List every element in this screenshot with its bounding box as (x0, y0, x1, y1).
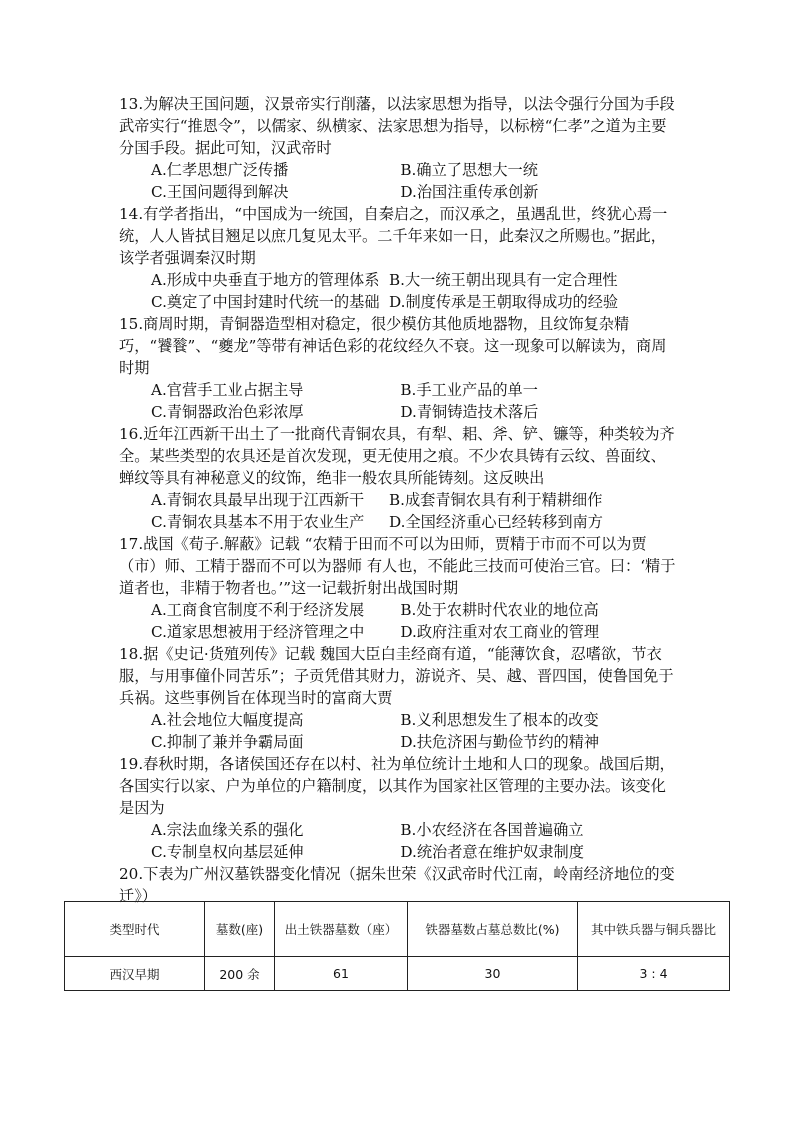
column-header: 类型时代 (65, 902, 205, 957)
option-a[interactable]: A.宗法血缘关系的强化 (151, 821, 304, 839)
column-header: 铁器墓数占墓总数比(%) (408, 902, 578, 957)
table-cell: 30 (408, 957, 578, 991)
question-stem: 20.下表为广州汉墓铁器变化情况（据朱世荣《汉武帝时代江南，岭南经济地位的变迁》） (119, 865, 675, 905)
question-19 (119, 753, 679, 863)
option-d[interactable]: D.统治者意在维护奴隶制度 (400, 843, 584, 861)
column-header: 出土铁器墓数（座） (275, 902, 408, 957)
option-c[interactable]: C.专制皇权向基层延伸 (151, 843, 304, 861)
option-b[interactable]: B.大一统王朝出现具有一定合理性 (389, 271, 618, 289)
option-c[interactable]: C.王国问题得到解决 (151, 183, 289, 201)
option-b[interactable]: B.小农经济在各国普遍确立 (400, 821, 584, 839)
table-row (65, 957, 730, 991)
question-15 (119, 313, 679, 423)
option-a[interactable]: A.青铜农具最早出现于江西新干 (151, 491, 365, 509)
option-d[interactable]: D.政府注重对农工商业的管理 (400, 623, 600, 641)
option-b[interactable]: B.手工业产品的单一 (400, 381, 538, 399)
question-stem: 19.春秋时期，各诸侯国还存在以村、社为单位统计土地和人口的现象。战国后期，各国实行以家、户为单位的户籍制度，以其作为国家社区管理的主要办法。该变化是因为 (119, 755, 675, 817)
option-list (119, 159, 679, 203)
column-header: 其中铁兵器与铜兵器比 (578, 902, 730, 957)
option-d[interactable]: D.治国注重传承创新 (400, 183, 539, 201)
option-c[interactable]: C.抑制了兼并争霸局面 (151, 733, 304, 751)
question-stem: 15.商周时期，青铜器造型相对稳定，很少模仿其他质地器物，且纹饰复杂精巧，“饕餮”、“夔龙”等带有神话色彩的花纹经久不衰。这一现象可以解读为，商周时期 (119, 315, 667, 377)
iron-ware-table (64, 901, 730, 991)
table-cell: 200 余 (205, 957, 275, 991)
option-list (119, 709, 679, 753)
option-list (119, 269, 679, 313)
option-b[interactable]: B.义利思想发生了根本的改变 (400, 711, 599, 729)
option-list (119, 599, 679, 643)
option-a[interactable]: A.社会地位大幅度提高 (151, 711, 304, 729)
question-14 (119, 203, 679, 313)
question-16 (119, 423, 679, 533)
option-list (119, 379, 679, 423)
table-header-row (65, 902, 730, 957)
table-cell: 西汉早期 (65, 957, 205, 991)
option-a[interactable]: A.形成中央垂直于地方的管理体系 (151, 271, 380, 289)
option-c[interactable]: C.青铜器政治色彩浓厚 (151, 403, 304, 421)
option-c[interactable]: C.青铜农具基本不用于农业生产 (151, 513, 365, 531)
option-d[interactable]: D.青铜铸造技术落后 (400, 403, 539, 421)
table-cell: 61 (275, 957, 408, 991)
option-d[interactable]: D.全国经济重心已经转移到南方 (389, 513, 603, 531)
option-a[interactable]: A.官营手工业占据主导 (151, 381, 304, 399)
option-a[interactable]: A.仁孝思想广泛传播 (151, 161, 289, 179)
question-13 (119, 93, 679, 203)
option-list (119, 489, 679, 533)
question-stem: 14.有学者指出，“中国成为一统国，自秦启之，而汉承之，虽遇乱世，终犹心焉一统，人人皆拭目翘足以庶几复见太平。二千年来如一日，此秦汉之所赐也。”据此，该学者强调秦汉时期 (119, 205, 668, 267)
question-stem: 16.近年江西新干出土了一批商代青铜农具，有犁、耜、斧、铲、镰等，种类较为齐全。某些类型的农具还是首次发现，更无使用之痕。不少农具铸有云纹、兽面纹、蝉纹等具有神秘意义的纹饰，绝非一般农具所能铸刻。这反映出 (119, 425, 675, 487)
question-list (119, 93, 679, 907)
column-header: 墓数(座) (205, 902, 275, 957)
table-cell: 3 : 4 (578, 957, 730, 991)
question-17 (119, 533, 679, 643)
option-b[interactable]: B.成套青铜农具有利于精耕细作 (389, 491, 603, 509)
option-b[interactable]: B.处于农耕时代农业的地位高 (400, 601, 599, 619)
option-b[interactable]: B.确立了思想大一统 (400, 161, 538, 179)
option-d[interactable]: D.制度传承是王朝取得成功的经验 (389, 293, 619, 311)
option-c[interactable]: C.奠定了中国封建时代统一的基础 (151, 293, 380, 311)
option-d[interactable]: D.扶危济困与勤俭节约的精神 (400, 733, 600, 751)
question-18 (119, 643, 679, 753)
option-c[interactable]: C.道家思想被用于经济管理之中 (151, 623, 365, 641)
question-stem: 18.据《史记·货殖列传》记载 魏国大臣白圭经商有道，“能薄饮食，忍嗜欲，节衣服，与用事僮仆同苦乐”；子贡凭借其财力，游说齐、吴、越、晋四国，使鲁国免于兵祸。这些事例旨在体现当时的富商大贾 (119, 645, 674, 707)
question-stem: 17.战国《荀子.解蔽》记载 “农精于田而不可以为田师，贾精于市而不可以为贾（市）师、工精于器而不可以为器师 有人也，不能此三技而可使治三官。曰：‘精于道者也，非精于物者也。’”这一记载折射出战国时期 (119, 535, 676, 597)
question-stem: 13.为解决王国问题，汉景帝实行削藩，以法家思想为指导，以法令强行分国为手段 武帝实行“推恩令”，以儒家、纵横家、法家思想为指导，以标榜“仁孝”之道为主要分国手段。据此可知，汉武帝时 (119, 95, 675, 157)
option-list (119, 819, 679, 863)
option-a[interactable]: A.工商食官制度不利于经济发展 (151, 601, 365, 619)
